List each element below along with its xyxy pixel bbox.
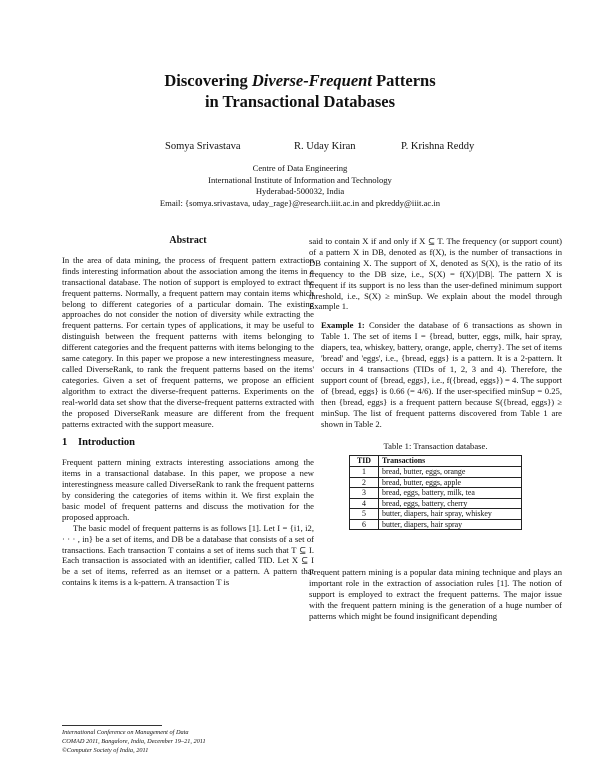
author-name: P. Krishna Reddy [401,141,475,152]
affiliation-line: Centre of Data Engineering [252,163,348,173]
table-row [350,477,522,488]
example-label: Example 1: [321,320,365,331]
section-heading: 1 Introduction [62,437,135,449]
footnote-line: COMAD 2011, Bangalore, India, December 19–21, 2011 [62,737,206,745]
affiliation-line: International Institute of Information and Technology [208,174,392,185]
table-cell: 4 [350,498,379,509]
table-row [350,519,522,530]
table-header: Transactions [379,456,522,467]
table-cell: 1 [350,466,379,477]
table-row [350,498,522,509]
footnote-line: International Conference on Management of Data [62,729,189,736]
table-cell: 2 [350,477,379,488]
table-cell: 5 [350,509,379,520]
table-cell: 6 [350,519,379,530]
table-cell: bread, butter, eggs, apple [379,477,522,488]
right-column [309,236,562,622]
affiliation-email: Email: {somya.srivastava, uday_rage}@research.iiit.ac.in and pkreddy@iiit.ac.in [159,197,441,208]
table-header: TID [350,456,379,467]
intro-paragraph: Frequent pattern mining extracts interesting associations among the items in a transactional database. In this paper, we propose a new interestingness measure called DiverseRank to rank the frequent patterns by considering the categories of items within it. We first explain the basic model of frequent patterns and discuss the motivation for the proposed approach. [62,457,314,522]
affiliation-block [0,163,600,209]
table-row [350,466,522,477]
intro-paragraph-continued: said to contain X if and only if X ⊆ T. The frequency (or support count) of a pattern X in DB, denoted as f(X), is the number of transactions in DB containing X. The support of X, denoted as S(X), is the ratio of its frequency to the DB size, i.e., S(X) = f(X)/|DB|. The pattern X is frequent if its support is no less than the user-defined minimum support threshold, i.e., S(X) ≥ minSup. We explain about the model through Example 1. [309,236,562,312]
table-cell: butter, diapers, hair spray [379,519,522,530]
footnote-line: ©Computer Society of India, 2011 [62,746,149,754]
table-caption: Table 1: Transaction database. [383,441,488,452]
left-column [62,236,314,588]
table-cell: 3 [350,488,379,499]
table-header-row [350,456,522,467]
abstract-heading: Abstract [169,235,207,246]
table-row [350,509,522,520]
author-name: Somya Srivastava [165,141,241,152]
table-cell: bread, butter, eggs, orange [379,466,522,477]
author-name: R. Uday Kiran [294,141,356,152]
author-list [0,141,600,155]
body-paragraph: Frequent pattern mining is a popular data mining technique and plays an important role in the extraction of association rules [1]. The notion of support is employed to extract the frequent patterns. The major issue with the frequent pattern mining is the generation of a huge number of patterns which might be found insignificant depending [309,567,562,622]
title-line-2: in Transactional Databases [204,92,396,111]
example-block [321,320,562,429]
paper-title [0,70,600,112]
conference-footnote [62,725,222,755]
intro-paragraph: The basic model of frequent patterns is as follows [1]. Let I = {i1, i2, · · · , in} be a set of items, and DB be a database that consists of a set of transactions. Each transaction T contains a set of items such that T ⊆ I. Each transaction is associated with an identifier, called TID. Let X ⊆ I be a set of items, referred as an itemset or a pattern. A pattern that contains k items is a k-pattern. A transaction T is [62,522,314,588]
table-cell: bread, eggs, battery, cherry [379,498,522,509]
table-cell: bread, eggs, battery, milk, tea [379,488,522,499]
affiliation-line: Hyderabad-500032, India [255,186,345,196]
abstract-text: In the area of data mining, the process of frequent pattern extraction finds interesting information about the association among the items in a transactional database. The notion of support is employed to extract the frequent patterns. Normally, a frequent pattern may contain items which belong to different categories of a particular domain. The existing approaches do not consider the notion of diversity while extracting the frequent patterns. For certain types of applications, it may be useful to distinguish between the frequent patterns with items belonging to different categories and the frequent patterns with items belonging to the same category. In this paper we propose a new interestingness measure, called DiverseRank, to rank the frequent patterns based on the items' categories. Given a set of frequent patterns, we propose an efficient algorithm to extract the diverse-frequent patterns. Experiments on the real-world data set show that the diverse-frequent patterns extracted with the proposed DiverseRank measure are different from the frequent patterns extracted with the support measure. [62,254,314,429]
footnote-rule [62,725,162,726]
table-cell: butter, diapers, hair spray, whiskey [379,509,522,520]
table-row [350,488,522,499]
transaction-table [349,455,522,530]
title-line-1: Discovering Diverse-Frequent Patterns [164,71,436,90]
example-text: Consider the database of 6 transactions as shown in Table 1. The set of items I = {bread, butter, eggs, milk, hair spray, diapers, tea, whiskey, battery, orange, apple, cherry}. The set of items 'bread' and 'eggs', i.e., {bread, eggs} is a pattern. It is a 2-pattern. It occurs in 4 transactions (TIDs of 1, 2, 3 and 4). Therefore, the support count of {bread, eggs}, i.e., f({bread, eggs}) = 4. The support of {bread, eggs} is 0.66 (= 4/6). If the user-specified minSup = 0.25, then {bread, eggs} is a frequent pattern because S({bread, eggs}) ≥ minSup. The list of frequent patterns discovered from Table 1 are shown in Table 2. [321,320,562,429]
